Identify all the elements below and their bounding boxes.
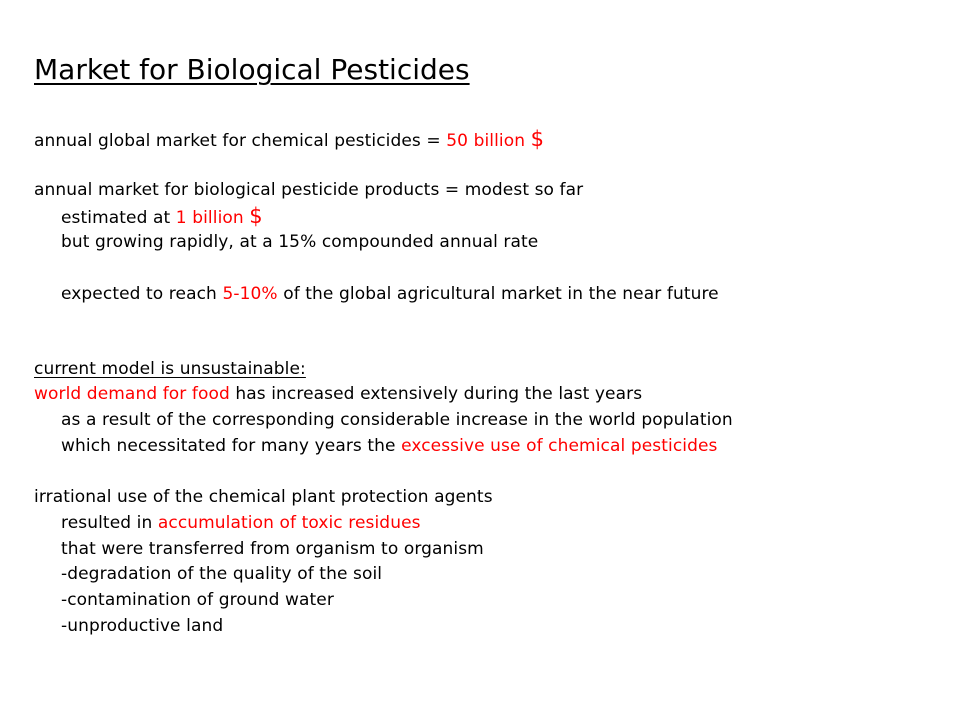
chemical-market-currency: $ <box>530 127 545 151</box>
effect-item: -unproductive land <box>61 616 224 636</box>
chemical-market-amount: 50 billion <box>446 131 526 151</box>
bio-expected-suffix: of the global agricultural market in the near future <box>277 284 719 304</box>
resulted-prefix: resulted in <box>61 513 158 533</box>
bio-market-line: annual market for biological pesticide products = modest so far <box>34 180 584 200</box>
population-line: as a result of the corresponding considerable increase in the world population <box>61 410 733 430</box>
irrational-line: irrational use of the chemical plant protection agents <box>34 487 493 507</box>
effect-item: -degradation of the quality of the soil <box>61 564 383 584</box>
slide-title: Market for Biological Pesticides <box>34 53 470 86</box>
bio-expected-prefix: expected to reach <box>61 284 223 304</box>
chemical-market-prefix: annual global market for chemical pesticides = <box>34 131 447 151</box>
demand-highlight: world demand for food <box>34 384 230 404</box>
chemical-market-line <box>34 126 544 154</box>
bio-expected-share: 5-10% <box>222 284 278 304</box>
demand-line <box>34 381 642 407</box>
resulted-highlight: accumulation of toxic residues <box>157 513 421 533</box>
bio-expected-line <box>61 281 719 307</box>
necessitated-highlight: excessive use of chemical pesticides <box>401 436 718 456</box>
bio-estimate-prefix: estimated at <box>61 208 176 228</box>
necessitated-prefix: which necessitated for many years the <box>61 436 402 456</box>
bio-estimate-line <box>61 203 263 231</box>
bio-growth-line: but growing rapidly, at a 15% compounded annual rate <box>61 232 539 252</box>
effect-item: -contamination of ground water <box>61 590 334 610</box>
necessitated-line <box>61 433 718 459</box>
bio-estimate-currency: $ <box>249 204 263 228</box>
unsustainable-heading: current model is unsustainable: <box>34 359 306 379</box>
bio-estimate-amount: 1 billion <box>175 208 244 228</box>
resulted-line <box>61 510 421 536</box>
demand-rest: has increased extensively during the last years <box>229 384 643 404</box>
transferred-line: that were transferred from organism to organism <box>61 539 484 559</box>
